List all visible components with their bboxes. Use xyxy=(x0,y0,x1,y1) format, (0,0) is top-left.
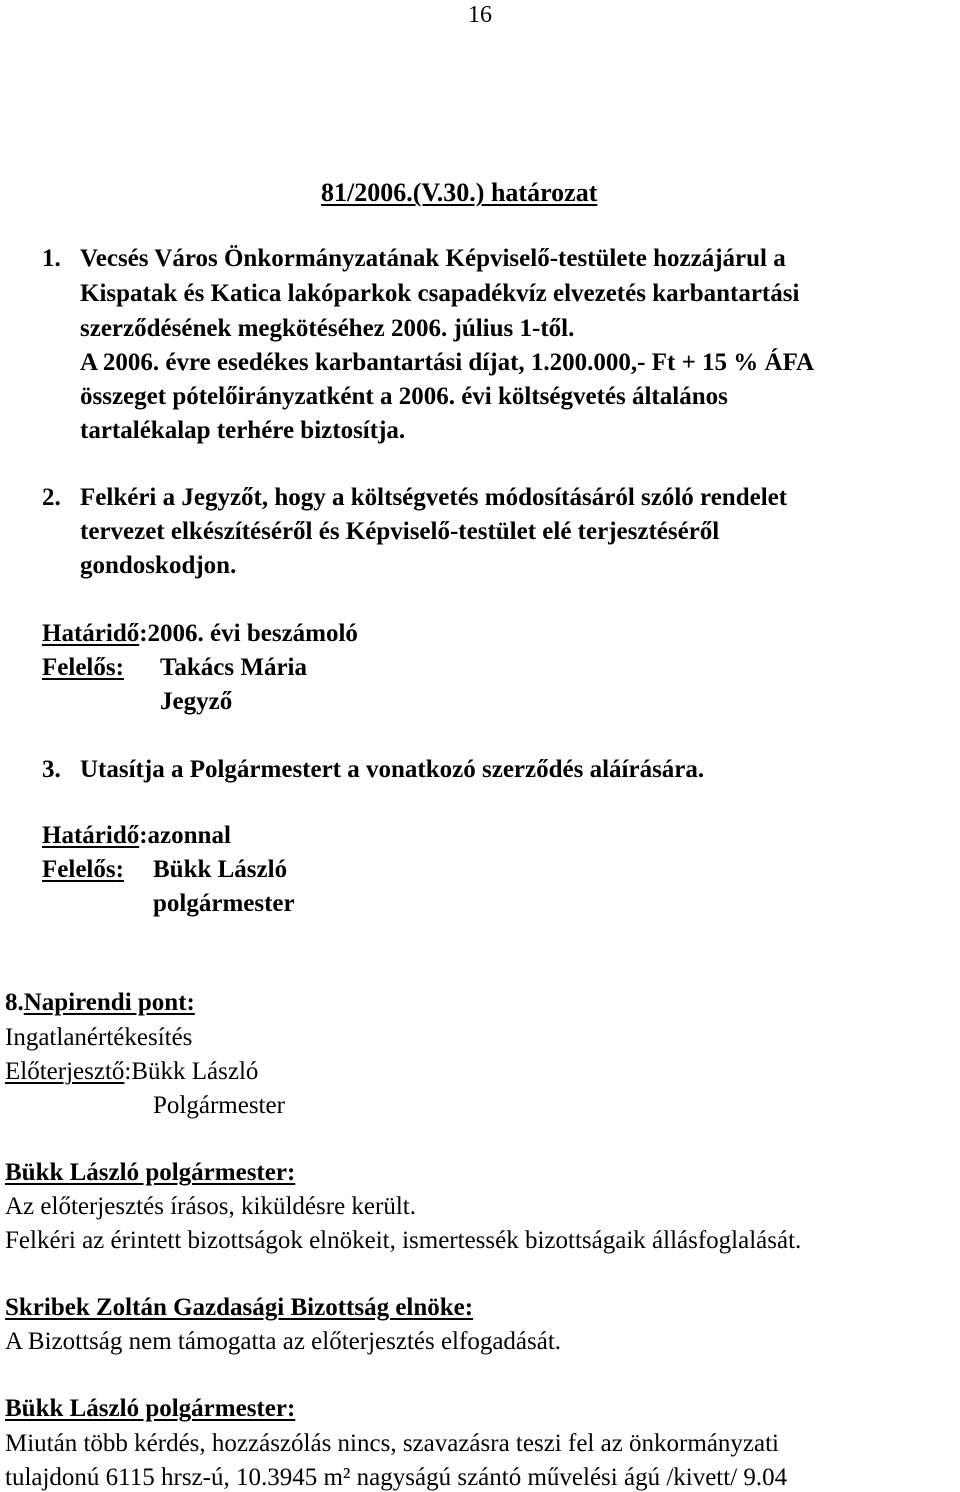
deadline-line xyxy=(42,823,231,848)
presenter-name: :Bükk László xyxy=(124,1058,259,1085)
deadline-line xyxy=(42,621,358,646)
agenda-heading xyxy=(5,990,195,1015)
responsible-colon: : xyxy=(115,654,124,681)
item-text-line: szerződésének megkötéséhez 2006. július 1-től. xyxy=(80,315,575,342)
responsible-line xyxy=(42,857,124,882)
resolution-title: 81/2006.(V.30.) határozat xyxy=(321,178,598,207)
deadline-value: :2006. évi beszámoló xyxy=(139,620,358,647)
item-text-line: Kispatak és Katica lakóparkok csapadékvíz elvezetés karbantartási xyxy=(80,280,800,307)
speaker-name: Bükk László polgármester: xyxy=(5,1395,296,1422)
responsible-label: Felelős xyxy=(42,654,116,681)
responsible-title: polgármester xyxy=(153,890,295,917)
deadline-label: Határidő xyxy=(42,620,140,647)
responsible-label: Felelős xyxy=(42,856,116,883)
speech-text: Felkéri az érintett bizottságok elnökeit, ismertessék bizottságaik állásfoglalását. xyxy=(5,1227,802,1254)
item-text-line: Felkéri a Jegyzőt, hogy a költségvetés módosításáról szóló rendelet xyxy=(80,484,788,511)
presenter-label: Előterjesztő xyxy=(5,1058,125,1085)
item-number: 3. xyxy=(42,756,61,783)
agenda-label: Napirendi pont: xyxy=(23,989,195,1016)
page-number: 16 xyxy=(468,2,492,28)
deadline-label: Határidő xyxy=(42,822,140,849)
speech-text: tulajdonú 6115 hrsz-ú, 10.3945 m² nagyságú szántó művelési ágú /kivett/ 9.04 xyxy=(5,1464,788,1491)
item-number: 2. xyxy=(42,484,61,511)
presenter-title: Polgármester xyxy=(153,1092,285,1119)
item-text-line: Vecsés Város Önkormányzatának Képviselő-testülete hozzájárul a xyxy=(80,245,786,272)
item-text-line: A 2006. évre esedékes karbantartási díjat, 1.200.000,- Ft + 15 % ÁFA xyxy=(80,349,815,376)
responsible-name: Bükk László xyxy=(153,856,288,883)
item-text-line: Utasítja a Polgármestert a vonatkozó szerződés aláírására. xyxy=(80,756,705,783)
responsible-colon: : xyxy=(115,856,124,883)
item-number: 1. xyxy=(42,245,61,272)
speech-text: Miután több kérdés, hozzászólás nincs, szavazásra teszi fel az önkormányzati xyxy=(5,1430,779,1457)
speech-text: Az előterjesztés írásos, kiküldésre került. xyxy=(5,1193,416,1220)
speaker-name: Skribek Zoltán Gazdasági Bizottság elnöke: xyxy=(5,1294,474,1321)
item-text-line: összeget pótelőirányzatként a 2006. évi költségvetés általános xyxy=(80,383,728,410)
item-text-line: gondoskodjon. xyxy=(80,552,237,579)
presenter-line xyxy=(5,1059,258,1084)
speech-text: A Bizottság nem támogatta az előterjesztés elfogadását. xyxy=(5,1328,562,1355)
speaker-name: Bükk László polgármester: xyxy=(5,1159,296,1186)
agenda-topic: Ingatlanértékesítés xyxy=(5,1024,193,1051)
responsible-name: Takács Mária xyxy=(160,654,307,681)
responsible-title: Jegyző xyxy=(160,688,233,715)
item-text-line: tervezet elkészítéséről és Képviselő-testület elé terjesztéséről xyxy=(80,518,720,545)
deadline-value: :azonnal xyxy=(139,822,231,849)
agenda-number: 8. xyxy=(5,989,24,1016)
item-text-line: tartalékalap terhére biztosítja. xyxy=(80,417,406,444)
responsible-line xyxy=(42,655,124,680)
